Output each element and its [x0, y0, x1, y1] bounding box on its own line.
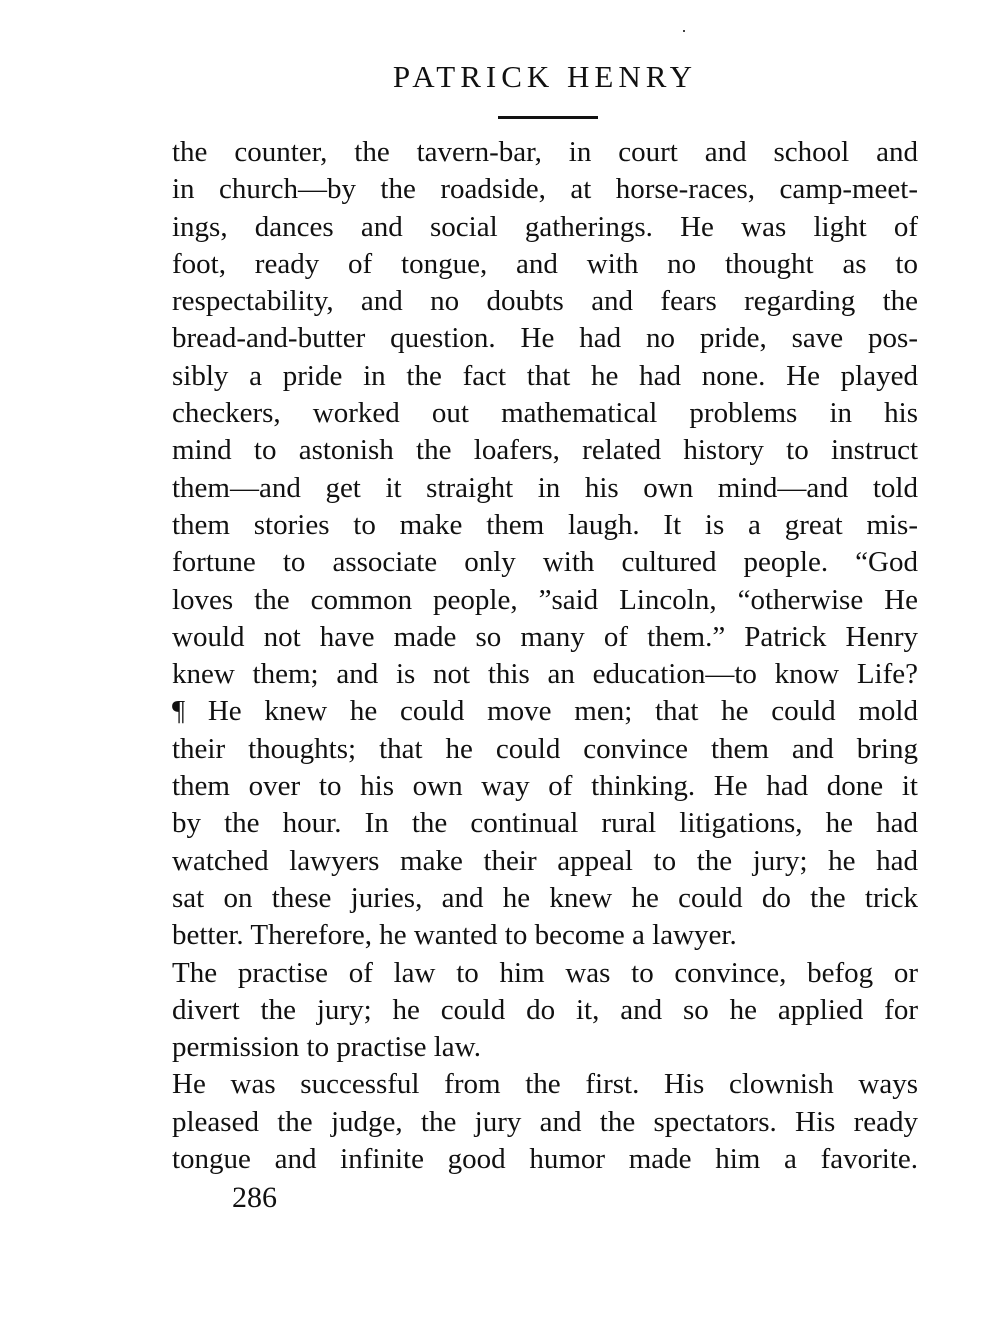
print-speck: [683, 30, 685, 32]
text-line: checkers, worked out mathematical problems in his: [172, 397, 918, 430]
text-line: would not have made so many of them.” Patrick Henry: [172, 620, 918, 653]
text-line: ings, dances and social gatherings. He was light of: [172, 210, 918, 243]
text-line: respectability, and no doubts and fears regarding the: [172, 285, 918, 318]
body-text: [172, 134, 918, 1178]
text-line: He was successful from the first. His clownish ways: [172, 1068, 918, 1101]
text-line: them over to his own way of thinking. He had done it: [172, 770, 918, 803]
paragraph-start-line: ¶ He knew he could move men; that he could mold: [172, 695, 918, 728]
text-line: by the hour. In the continual rural litigations, he had: [172, 807, 918, 840]
text-line: better. Therefore, he wanted to become a lawyer.: [172, 919, 737, 952]
text-line: fortune to associate only with cultured people. “God: [172, 546, 918, 579]
text-line: the counter, the tavern-bar, in court and school and: [172, 136, 918, 168]
text-line: them—and get it straight in his own mind—and told: [172, 471, 918, 504]
text-line: divert the jury; he could do it, and so he applied for: [172, 993, 918, 1026]
text-line: them stories to make them laugh. It is a great mis-: [172, 508, 918, 541]
text-line: tongue and infinite good humor made him a favorite.: [172, 1143, 918, 1176]
text-line: pleased the judge, the jury and the spectators. His ready: [172, 1105, 918, 1138]
text-line: loves the common people, ”said Lincoln, “otherwise He: [172, 583, 918, 616]
text-line: watched lawyers make their appeal to the jury; he had: [172, 844, 918, 877]
text-line: knew them; and is not this an education—to know Life?: [172, 658, 918, 691]
text-line: bread-and-butter question. He had no pride, save pos-: [172, 322, 918, 355]
text-line: The practise of law to him was to convince, befog or: [172, 956, 918, 989]
text-line: foot, ready of tongue, and with no thought as to: [172, 247, 918, 280]
page-number: 286: [232, 1181, 277, 1214]
text-line: sibly a pride in the fact that he had none. He played: [172, 359, 918, 392]
text-line: in church—by the roadside, at horse-races, camp-meet-: [172, 173, 918, 206]
header-rule: [498, 116, 598, 119]
text-line: their thoughts; that he could convince them and bring: [172, 732, 918, 765]
text-line: permission to practise law.: [172, 1031, 481, 1064]
running-title: PATRICK HENRY: [392, 59, 698, 94]
text-line: mind to astonish the loafers, related history to instruct: [172, 434, 918, 467]
text-line: sat on these juries, and he knew he could do the trick: [172, 881, 918, 914]
